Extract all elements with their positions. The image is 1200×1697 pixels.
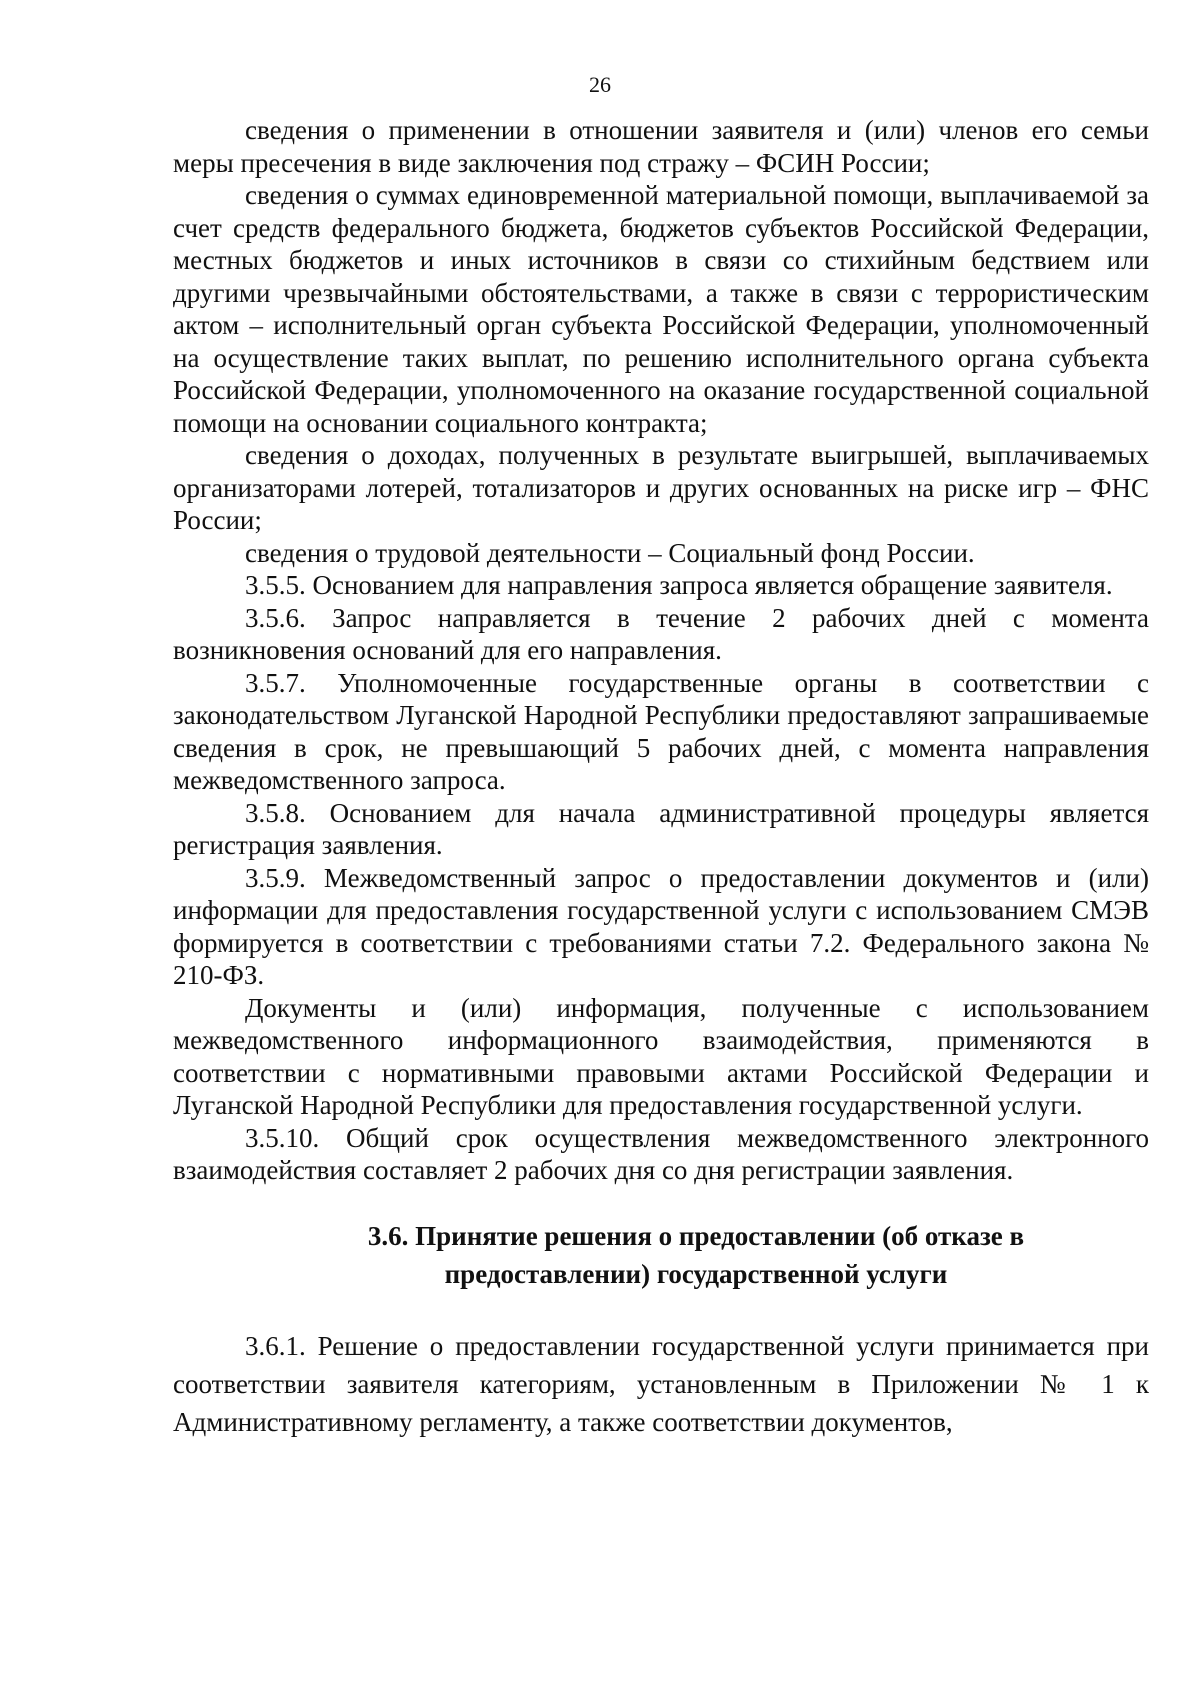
paragraph-documents-info: Документы и (или) информация, полученные с использованием межведомственного информационного взаимодействия, применяются в соответствии с нормативными правовыми актами Российской Федерации и Луганской Народной Республики для предоставления государственной услуги.	[173, 992, 1149, 1120]
paragraph-fsin: сведения о применении в отношении заявителя и (или) членов его семьи меры пресечения в виде заключения под стражу – ФСИН России;	[173, 115, 1149, 178]
paragraph-3-5-10: 3.5.10. Общий срок осуществления межведомственного электронного взаимодействия составляет 2 рабочих дня со дня регистрации заявления.	[173, 1122, 1149, 1185]
section-heading-line-2: предоставлении) государственной услуги	[444, 1258, 948, 1289]
paragraph-3-5-7: 3.5.7. Уполномоченные государственные органы в соответствии с законодательством Луганской Народной Республики предоставляют запрашиваемые сведения в срок, не превышающий 5 рабочих дней, с момента направления межведомственного запроса.	[173, 667, 1149, 795]
paragraph-3-6-1: 3.6.1. Решение о предоставлении государственной услуги принимается при соответствии заявителя категориям, установленным в Приложении № 1 к Административному регламенту, а также соответствии документов,	[173, 1330, 1149, 1437]
section-heading-3-6	[173, 1217, 1149, 1293]
paragraph-3-5-6: 3.5.6. Запрос направляется в течение 2 рабочих дней с момента возникновения оснований для его направления.	[173, 602, 1149, 665]
paragraph-3-5-8: 3.5.8. Основанием для начала административной процедуры является регистрация заявления.	[173, 797, 1149, 860]
paragraph-labor-activity: сведения о трудовой деятельности – Социальный фонд России.	[245, 537, 975, 568]
document-body	[173, 114, 1149, 1441]
paragraph-lottery-income: сведения о доходах, полученных в результате выигрышей, выплачиваемых организаторами лотерей, тотализаторов и других основанных на риске игр – ФНС России;	[173, 440, 1149, 535]
paragraph-material-aid: сведения о суммах единовременной материальной помощи, выплачиваемой за счет средств федерального бюджета, бюджетов субъектов Российской Федерации, местных бюджетов и иных источников в связи со стихийным бедствием или другими чрезвычайными обстоятельствами, а также в связи с террористическим актом – исполнительный орган субъекта Российской Федерации, уполномоченный на осуществление таких выплат, по решению исполнительного органа субъекта Российской Федерации, уполномоченного на оказание государственной социальной помощи на основании социального контракта;	[173, 180, 1149, 438]
paragraph-3-5-5: 3.5.5. Основанием для направления запроса является обращение заявителя.	[245, 570, 1113, 600]
section-heading-line-1: 3.6. Принятие решения о предоставлении (об отказе в	[367, 1220, 1025, 1251]
page-number: 26	[589, 72, 611, 97]
paragraph-3-5-9: 3.5.9. Межведомственный запрос о предоставлении документов и (или) информации для предоставления государственной услуги с использованием СМЭВ формируется в соответствии с требованиями статьи 7.2. Федерального закона № 210-ФЗ.	[173, 862, 1149, 990]
